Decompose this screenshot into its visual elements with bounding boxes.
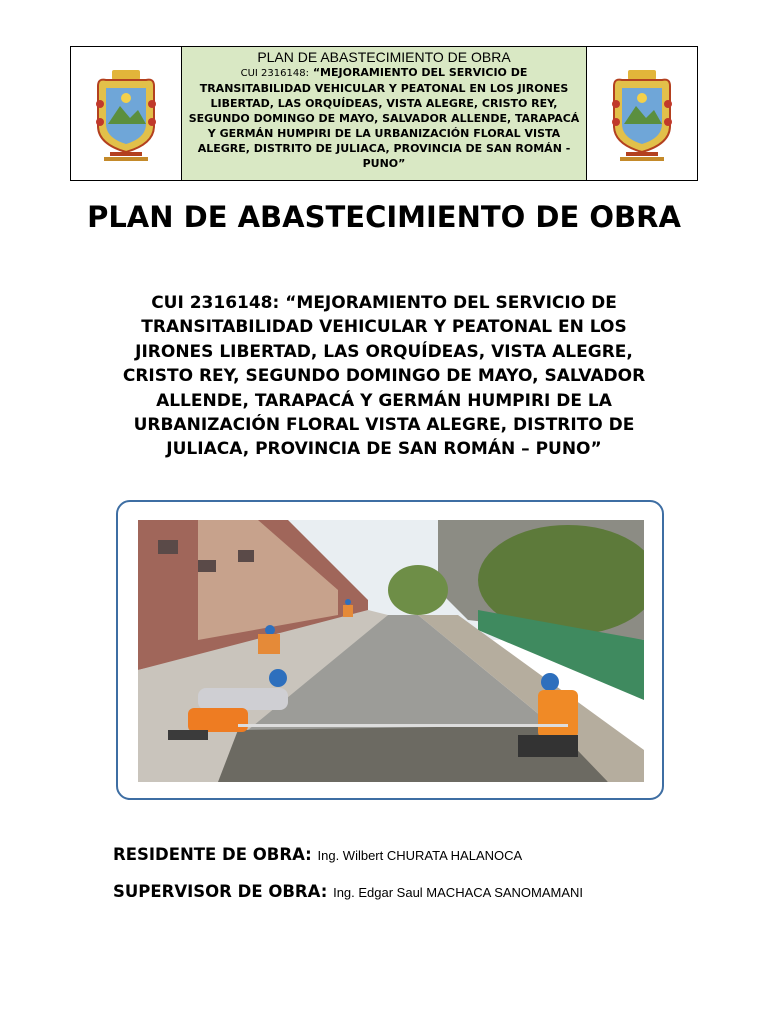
header-table (70, 46, 698, 181)
municipal-coat-of-arms-icon (90, 64, 162, 164)
supervisor-line (113, 882, 583, 901)
photo-frame (116, 500, 664, 800)
header-project-text: “MEJORAMIENTO DEL SERVICIO DE TRANSITABILIDAD VEHICULAR Y PEATONAL EN LOS JIRONES LIBERTAD, LAS ORQUÍDEAS, VISTA ALEGRE, CRISTO REY, SEGUNDO DOMINGO DE MAYO, SALVADOR ALLENDE, TARAPACÁ Y GERMÁN HUMPIRI DE LA URBANIZACIÓN FLORAL VISTA ALEGRE, DISTRITO DE JULIACA, PROVINCIA DE SAN ROMÁN - PUNO” (188, 66, 580, 170)
resident-label: RESIDENTE DE OBRA: (113, 845, 312, 864)
document-title: PLAN DE ABASTECIMIENTO DE OBRA (87, 200, 681, 234)
municipal-coat-of-arms-icon (606, 64, 678, 164)
resident-name: Ing. Wilbert CHURATA HALANOCA (317, 848, 523, 863)
supervisor-name: Ing. Edgar Saul MACHACA SANOMAMANI (333, 885, 584, 900)
construction-photo (138, 520, 644, 782)
logo-cell-left (71, 47, 182, 180)
header-project (188, 65, 580, 171)
header-cui: CUI 2316148: (240, 68, 309, 79)
resident-line (113, 845, 522, 864)
header-title-cell (182, 47, 586, 180)
logo-cell-right (586, 47, 697, 180)
header-title: PLAN DE ABASTECIMIENTO DE OBRA (257, 49, 511, 65)
supervisor-label: SUPERVISOR DE OBRA: (113, 882, 328, 901)
document-subtitle: CUI 2316148: “MEJORAMIENTO DEL SERVICIO DE TRANSITABILIDAD VEHICULAR Y PEATONAL EN LOS JIRONES LIBERTAD, LAS ORQUÍDEAS, VISTA ALEGRE, CRISTO REY, SEGUNDO DOMINGO DE MAYO, SALVADOR ALLENDE, TARAPACÁ Y GERMÁN HUMPIRI DE LA URBANIZACIÓN FLORAL VISTA ALEGRE, DISTRITO DE JULIACA, PROVINCIA DE SAN ROMÁN – PUNO” (122, 293, 646, 460)
